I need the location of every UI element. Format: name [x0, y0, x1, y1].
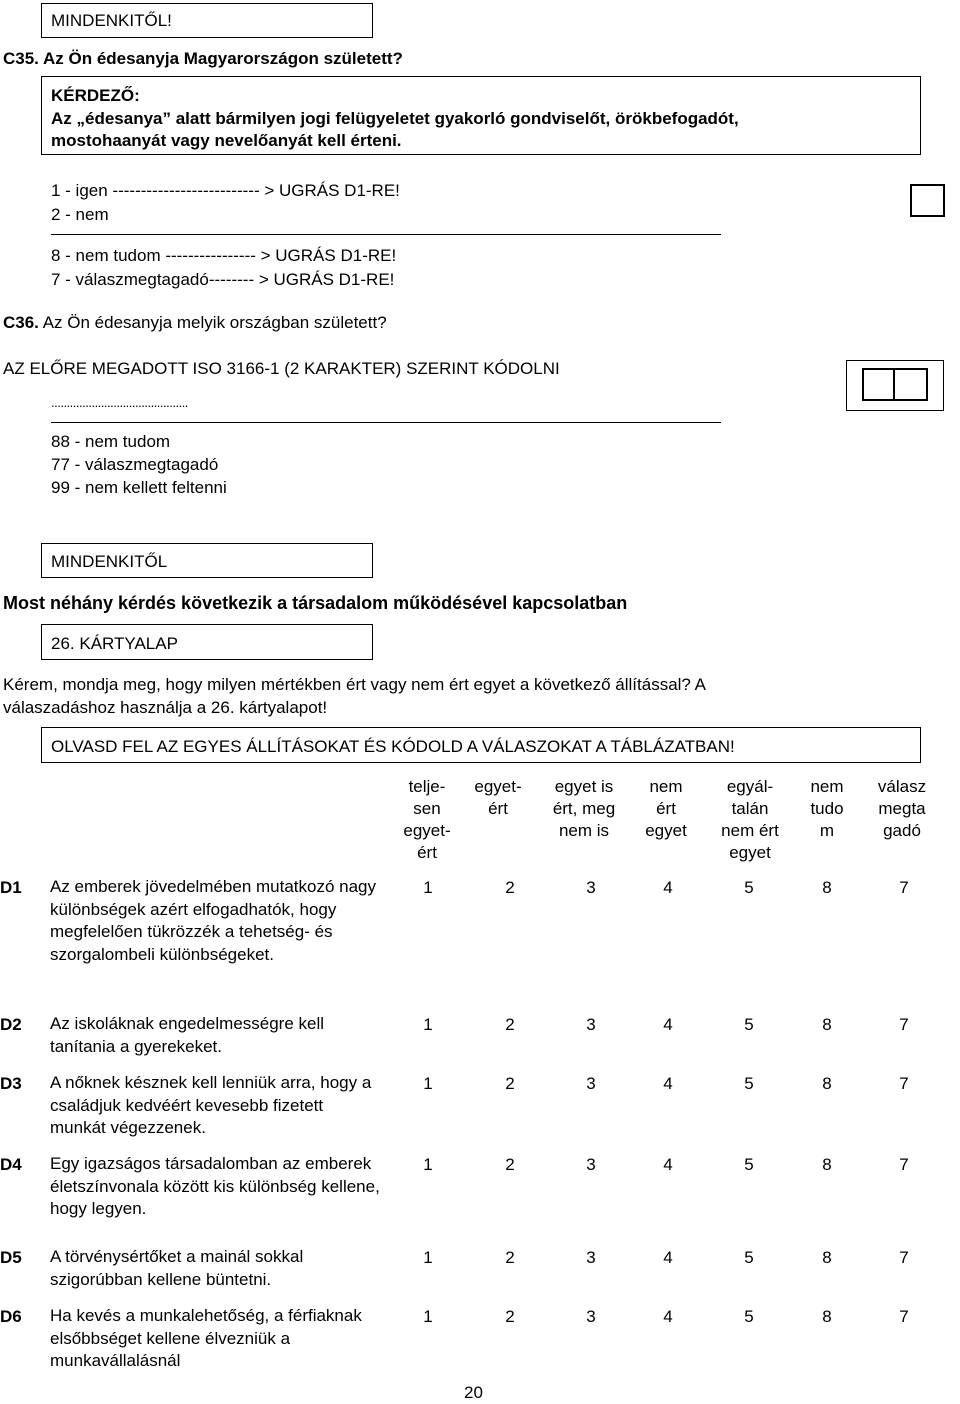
code-2[interactable]: 2: [505, 1015, 515, 1034]
column-header-disagree: nem ért egyet: [645, 777, 687, 840]
row-statement: Egy igazságos társadalomban az emberek életszínvonala között kis különbség kellene, hogy legyen.: [50, 1154, 380, 1218]
mindenkitol-label-d: MINDENKITŐL: [51, 552, 168, 571]
code-1[interactable]: 1: [423, 1015, 433, 1034]
code-1[interactable]: 1: [423, 878, 433, 897]
interviewer-label: KÉRDEZŐ:: [51, 86, 140, 105]
row-id: D5: [0, 1248, 22, 1267]
section-intro-line-2: válaszadáshoz használja a 26. kártyalapot!: [3, 698, 328, 717]
row-statement: Az emberek jövedelmében mutatkozó nagy különbségek azért elfogadhatók, hogy megfelelően tükrözzék a tehetség- és szorgalombeli különbségeket.: [50, 877, 377, 964]
c35-option-7: 7 - válaszmegtagadó-------- > UGRÁS D1-RE!: [51, 270, 395, 289]
code-1[interactable]: 1: [423, 1248, 433, 1267]
row-statement: Ha kevés a munkalehetőség, a férfiaknak elsőbbséget kellene élvezniük a munkavállalásnál: [50, 1306, 362, 1370]
c35-option-1: 1 - igen -------------------------- > UGRÁS D1-RE!: [51, 181, 400, 200]
code-8[interactable]: 8: [822, 1307, 832, 1326]
c36-code-cell-2: [893, 368, 928, 401]
row-id: D4: [0, 1155, 22, 1174]
code-5[interactable]: 5: [744, 1248, 754, 1267]
code-7[interactable]: 7: [899, 1155, 909, 1174]
code-2[interactable]: 2: [505, 1155, 515, 1174]
column-header-fully-agree: telje- sen egyet- ért: [403, 777, 451, 862]
c36-divider: [51, 422, 721, 423]
section-intro-line-1: Kérem, mondja meg, hogy milyen mértékben ért vagy nem ért egyet a következő állítással? A: [3, 675, 707, 694]
code-5[interactable]: 5: [744, 1307, 754, 1326]
code-8[interactable]: 8: [822, 1074, 832, 1093]
code-1[interactable]: 1: [423, 1307, 433, 1326]
section-heading: Most néhány kérdés következik a társadalom működésével kapcsolatban: [3, 593, 628, 613]
code-1[interactable]: 1: [423, 1074, 433, 1093]
c35-code-box: [910, 184, 945, 217]
code-4[interactable]: 4: [663, 1074, 673, 1093]
c35-divider: [51, 234, 721, 235]
code-4[interactable]: 4: [663, 1248, 673, 1267]
code-2[interactable]: 2: [505, 1074, 515, 1093]
code-5[interactable]: 5: [744, 1074, 754, 1093]
code-3[interactable]: 3: [586, 1074, 596, 1093]
row-statement: A törvénysértőket a mainál sokkal szigorúbban kellene büntetni.: [50, 1247, 304, 1289]
interviewer-note-line-1: Az „édesanya” alatt bármilyen jogi felügyeletet gyakorló gondviselőt, örökbefogadót,: [51, 109, 739, 128]
card-label: 26. KÁRTYALAP: [51, 634, 178, 653]
c36-code-cell-1: [862, 368, 895, 401]
column-header-refused: válasz megta gadó: [877, 777, 927, 840]
code-5[interactable]: 5: [744, 1015, 754, 1034]
column-header-strongly-disagree: egyál- talán nem ért egyet: [721, 777, 779, 862]
question-c36-text: Az Ön édesanyja melyik országban született?: [38, 313, 387, 332]
page-number: 20: [464, 1383, 483, 1402]
code-8[interactable]: 8: [822, 1015, 832, 1034]
code-7[interactable]: 7: [899, 878, 909, 897]
interviewer-note-line-2: mostohaanyát vagy nevelőanyát kell érteni.: [51, 131, 402, 150]
c36-option-88: 88 - nem tudom: [51, 432, 171, 451]
code-3[interactable]: 3: [586, 1248, 596, 1267]
column-header-dont-know: nem tudo m: [810, 777, 844, 840]
row-statement: Az iskoláknak engedelmességre kell tanítania a gyerekeket.: [50, 1014, 325, 1056]
c36-option-77: 77 - válaszmegtagadó: [51, 455, 219, 474]
mindenkitol-label-c35: MINDENKITŐL!: [51, 11, 172, 30]
question-c36: [3, 311, 387, 334]
code-4[interactable]: 4: [663, 1015, 673, 1034]
code-4[interactable]: 4: [663, 1155, 673, 1174]
code-4[interactable]: 4: [663, 1307, 673, 1326]
column-header-neither: egyet is ért, meg nem is: [552, 777, 616, 840]
read-instruction: OLVASD FEL AZ EGYES ÁLLÍTÁSOKAT ÉS KÓDOLD A VÁLASZOKAT A TÁBLÁZATBAN!: [51, 737, 735, 756]
row-id: D1: [0, 878, 22, 897]
c35-option-8: 8 - nem tudom ---------------- > UGRÁS D1-RE!: [51, 246, 397, 265]
code-3[interactable]: 3: [586, 1155, 596, 1174]
code-2[interactable]: 2: [505, 1248, 515, 1267]
code-8[interactable]: 8: [822, 878, 832, 897]
code-7[interactable]: 7: [899, 1074, 909, 1093]
code-7[interactable]: 7: [899, 1015, 909, 1034]
code-2[interactable]: 2: [505, 878, 515, 897]
question-c36-number: C36.: [3, 313, 39, 332]
column-header-agree: egyet- ért: [474, 777, 522, 818]
c36-answer-line: ............................................: [51, 395, 188, 410]
code-5[interactable]: 5: [744, 1155, 754, 1174]
code-5[interactable]: 5: [744, 878, 754, 897]
row-id: D2: [0, 1015, 22, 1034]
c35-option-2: 2 - nem: [51, 205, 109, 224]
code-8[interactable]: 8: [822, 1248, 832, 1267]
question-c35: C35. Az Ön édesanyja Magyarországon született?: [3, 49, 403, 68]
code-3[interactable]: 3: [586, 1015, 596, 1034]
c36-option-99: 99 - nem kellett feltenni: [51, 478, 227, 497]
row-statement: A nőknek késznek kell lenniük arra, hogy a családjuk kedvéért kevesebb fizetett munkát végezzenek.: [50, 1073, 372, 1137]
c36-instruction: AZ ELŐRE MEGADOTT ISO 3166-1 (2 KARAKTER) SZERINT KÓDOLNI: [3, 359, 560, 378]
code-2[interactable]: 2: [505, 1307, 515, 1326]
row-id: D3: [0, 1074, 22, 1093]
code-3[interactable]: 3: [586, 878, 596, 897]
code-1[interactable]: 1: [423, 1155, 433, 1174]
code-7[interactable]: 7: [899, 1248, 909, 1267]
code-7[interactable]: 7: [899, 1307, 909, 1326]
row-id: D6: [0, 1307, 22, 1326]
code-3[interactable]: 3: [586, 1307, 596, 1326]
code-4[interactable]: 4: [663, 878, 673, 897]
code-8[interactable]: 8: [822, 1155, 832, 1174]
